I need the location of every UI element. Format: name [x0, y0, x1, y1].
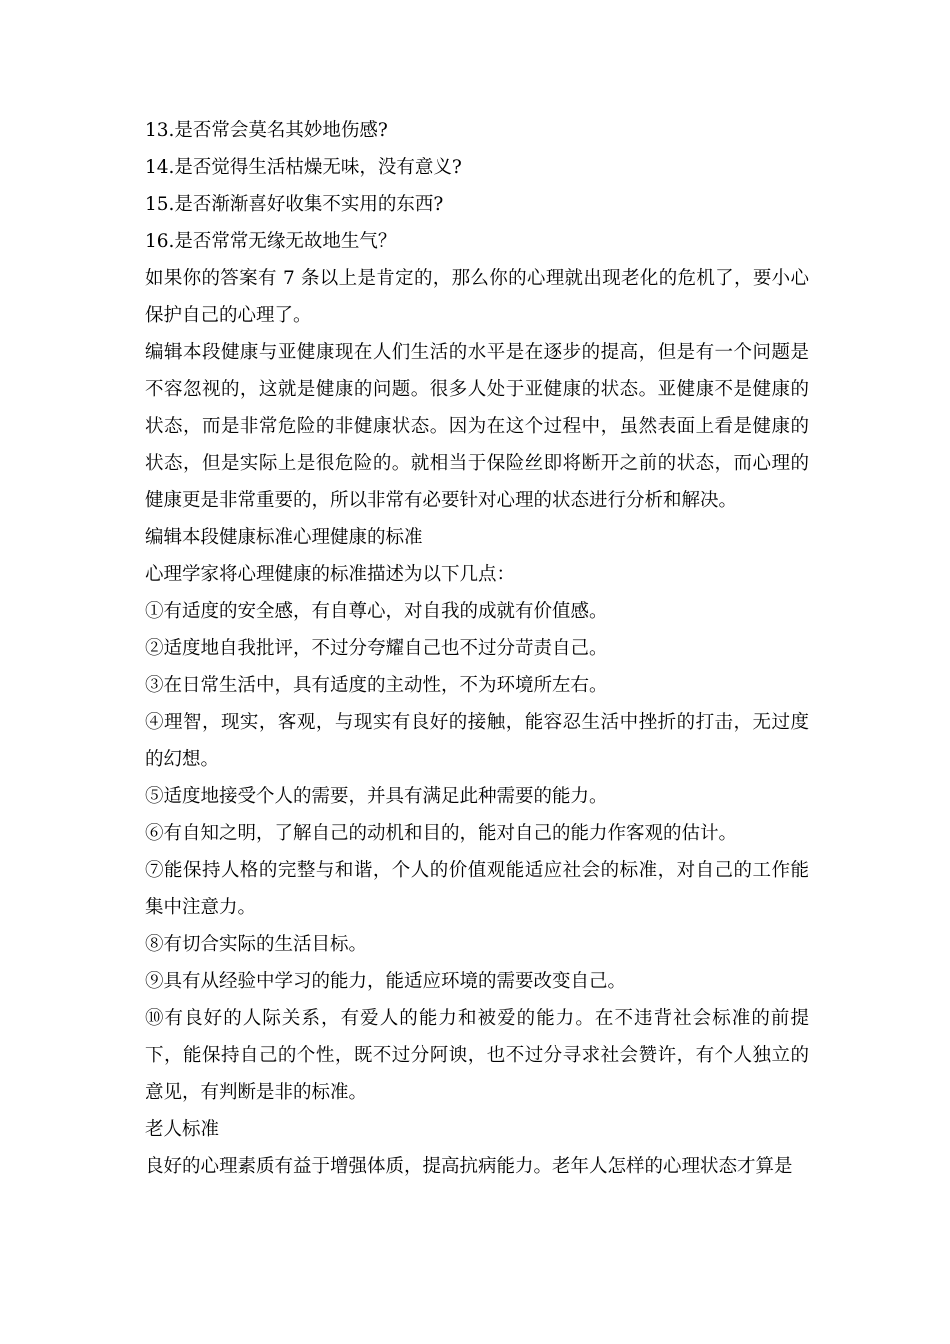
question-15: 15.是否渐渐喜好收集不实用的东西? — [145, 194, 444, 215]
elderly-heading: 老人标准 — [145, 1119, 220, 1140]
standard-item-8: ⑧有切合实际的生活目标。 — [145, 934, 368, 955]
standard-item-5: ⑤适度地接受个人的需要，并具有满足此种需要的能力。 — [145, 786, 608, 807]
standard-item-1: ①有适度的安全感，有自尊心，对自我的成就有价值感。 — [145, 601, 608, 622]
standard-item-9: ⑨具有从经验中学习的能力，能适应环境的需要改变自己。 — [145, 971, 627, 992]
standard-item-4: ④理智，现实，客观，与现实有良好的接触，能容忍生活中挫折的打击，无过度的幻想。 — [145, 712, 809, 770]
elderly-paragraph: 良好的心理素质有益于增强体质，提高抗病能力。老年人怎样的心理状态才算是 — [145, 1156, 793, 1177]
question-13: 13.是否常会莫名其妙地伤感? — [145, 120, 388, 141]
question-16: 16.是否常常无缘无故地生气？ — [145, 231, 397, 252]
question-14: 14.是否觉得生活枯燥无味，没有意义? — [145, 157, 462, 178]
standard-item-7: ⑦能保持人格的完整与和谐，个人的价值观能适应社会的标准，对自己的工作能集中注意力。 — [145, 860, 809, 918]
standard-intro: 心理学家将心理健康的标准描述为以下几点： — [145, 564, 516, 585]
standard-item-10: ⑩有良好的人际关系，有爱人的能力和被爱的能力。在不违背社会标准的前提下，能保持自己的个性，既不过分阿谀，也不过分寻求社会赞许，有个人独立的意见，有判断是非的标准。 — [145, 1008, 809, 1103]
standard-item-3: ③在日常生活中，具有适度的主动性，不为环境所左右。 — [145, 675, 608, 696]
standard-item-2: ②适度地自我批评，不过分夸耀自己也不过分苛责自己。 — [145, 638, 608, 659]
subhealth-paragraph: 编辑本段健康与亚健康现在人们生活的水平是在逐步的提高，但是有一个问题是不容忽视的，这就是健康的问题。很多人处于亚健康的状态。亚健康不是健康的状态，而是非常危险的非健康状态。因为在这个过程中，虽然表面上看是健康的状态，但是实际上是很危险的。就相当于保险丝即将断开之前的状态，而心理的健康更是非常重要的，所以非常有必要针对心理的状态进行分析和解决。 — [145, 342, 809, 511]
document-page — [145, 112, 809, 1185]
conclusion-paragraph: 如果你的答案有 7 条以上是肯定的，那么你的心理就出现老化的危机了，要小心保护自己的心理了。 — [145, 268, 809, 326]
standard-item-6: ⑥有自知之明，了解自己的动机和目的，能对自己的能力作客观的估计。 — [145, 823, 738, 844]
standard-heading: 编辑本段健康标准心理健康的标准 — [145, 527, 423, 548]
